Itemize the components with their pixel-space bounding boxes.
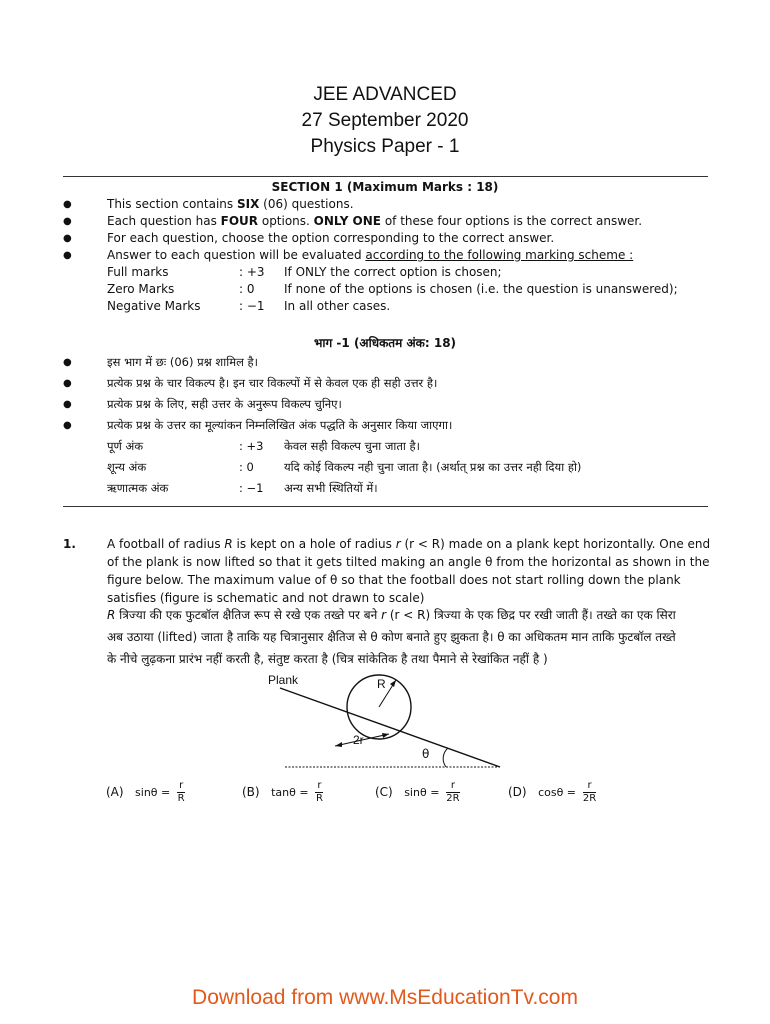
marks-desc: अन्य सभी स्थितियों में। <box>284 481 378 495</box>
angle-label: θ <box>422 747 430 761</box>
radius-arrowhead <box>390 680 396 687</box>
marks-value: : 0 <box>239 282 255 296</box>
marks-value: : −1 <box>239 481 264 495</box>
bullet-icon: ● <box>63 216 72 227</box>
option-fraction: $\frac{r}{2R}$ <box>582 780 597 804</box>
bullet-icon: ● <box>63 378 72 389</box>
bullet-icon: ● <box>63 357 72 368</box>
option-d[interactable] <box>508 780 596 805</box>
paper-date: 27 September 2020 <box>301 110 469 131</box>
marks-desc: यदि कोई विकल्प नही चुना जाता है। (अर्थात् प्रश्न का उत्तर नही दिया हो) <box>284 460 582 474</box>
option-fraction: $\frac{r}{R}$ <box>177 780 185 804</box>
download-footer-link[interactable]: Download from www.MsEducationTv.com <box>192 986 578 1009</box>
option-label: (A) <box>106 785 124 799</box>
paper-title: JEE ADVANCED <box>313 84 457 105</box>
marks-label: Negative Marks <box>107 299 201 313</box>
marks-desc: If none of the options is chosen (i.e. the question is unanswered); <box>284 282 678 296</box>
section-title-en: SECTION 1 (Maximum Marks : 18) <box>271 180 499 194</box>
marks-label: पूर्ण अंक <box>107 439 144 453</box>
marks-desc: In all other cases. <box>284 299 391 313</box>
marks-value: : +3 <box>239 439 264 453</box>
option-fraction: $\frac{r}{R}$ <box>315 780 323 804</box>
top-rule <box>63 176 708 177</box>
marks-desc: If ONLY the correct option is chosen; <box>284 265 502 279</box>
marks-value: : +3 <box>239 265 265 279</box>
hole-label: 2r <box>353 733 364 747</box>
question-text-hi: अब उठाया (lifted) जाता है ताकि यह चित्रानुसार क्षैतिज से θ कोण बनाते हुए झुकता है। θ का अधिकतम मान ताकि फुटबॉल तख्ते <box>107 630 676 644</box>
marks-label: Zero Marks <box>107 282 175 296</box>
option-function: sinθ = <box>404 786 440 799</box>
question-number: 1. <box>63 537 76 551</box>
option-function: cosθ = <box>538 786 577 799</box>
plank-label: Plank <box>268 673 299 687</box>
marks-label: ऋणात्मक अंक <box>107 481 169 495</box>
question-text-hi: R त्रिज्या की एक फुटबॉल क्षैतिज रूप से रखे एक तख्ते पर बने r (r < R) त्रिज्या के एक छिद्र पर रखी जाती हैं। तख्ते का एक सिरा <box>107 608 676 622</box>
question-text-en: A football of radius R is kept on a hole of radius r (r < R) made on a plank kept horizontally. One end <box>107 537 711 551</box>
section-title-hi: भाग -1 (अधिकतम अंक: 18) <box>313 336 457 350</box>
angle-arc <box>443 748 448 767</box>
marks-value: : 0 <box>239 460 254 474</box>
marks-value: : −1 <box>239 299 265 313</box>
instruction-hi-4: प्रत्येक प्रश्न के उत्तर का मूल्यांकन निम्नलिखित अंक पद्धति के अनुसार किया जाएगा। <box>107 418 453 432</box>
instruction-3: For each question, choose the option corresponding to the correct answer. <box>107 231 555 245</box>
section-rule <box>63 506 708 507</box>
question-text-hi: के नीचे लुढ़कना प्रारंभ नहीं करती है, संतुष्ट करता है (चित्र सांकेतिक है तथा पैमाने से रेखांकित नहीं है ) <box>107 652 548 666</box>
bullet-icon: ● <box>63 399 72 410</box>
instruction-2: Each question has FOUR options. ONLY ONE of these four options is the correct answer. <box>107 214 643 228</box>
instruction-1: This section contains SIX (06) questions. <box>107 197 354 211</box>
radius-label: R <box>377 677 386 691</box>
question-text-en: of the plank is now lifted so that it gets tilted making an angle θ from the horizontal as shown in the <box>107 555 710 569</box>
bullet-icon: ● <box>63 250 72 261</box>
option-function: tanθ = <box>271 786 309 799</box>
option-function: sinθ = <box>135 786 171 799</box>
marks-label: शून्य अंक <box>107 460 147 474</box>
instruction-hi-1: इस भाग में छः (06) प्रश्न शामिल है। <box>107 355 259 369</box>
bullet-icon: ● <box>63 199 72 210</box>
option-b[interactable] <box>242 780 323 805</box>
option-label: (D) <box>508 785 527 799</box>
instruction-hi-2: प्रत्येक प्रश्न के चार विकल्प है। इन चार विकल्पों में से केवल एक ही सही उत्तर है। <box>107 376 438 390</box>
marks-desc: केवल सही विकल्प चुना जाता है। <box>284 439 421 453</box>
option-label: (C) <box>375 785 393 799</box>
option-a[interactable] <box>106 780 185 805</box>
plank-figure <box>260 666 520 776</box>
option-label: (B) <box>242 785 260 799</box>
option-c[interactable] <box>375 780 460 805</box>
bullet-icon: ● <box>63 420 72 431</box>
bullet-icon: ● <box>63 233 72 244</box>
plank-line <box>280 688 500 767</box>
paper-subject: Physics Paper - 1 <box>310 136 460 157</box>
option-fraction: $\frac{r}{2R}$ <box>446 780 460 804</box>
question-text-en: figure below. The maximum value of θ so that the football does not start rolling down the plank <box>107 573 681 587</box>
question-text-en: satisfies (figure is schematic and not drawn to scale) <box>107 591 425 605</box>
instruction-4: Answer to each question will be evaluated according to the following marking scheme : <box>107 248 634 262</box>
instruction-hi-3: प्रत्येक प्रश्न के लिए, सही उत्तर के अनुरूप विकल्प चुनिए। <box>107 397 342 411</box>
marks-label: Full marks <box>107 265 169 279</box>
